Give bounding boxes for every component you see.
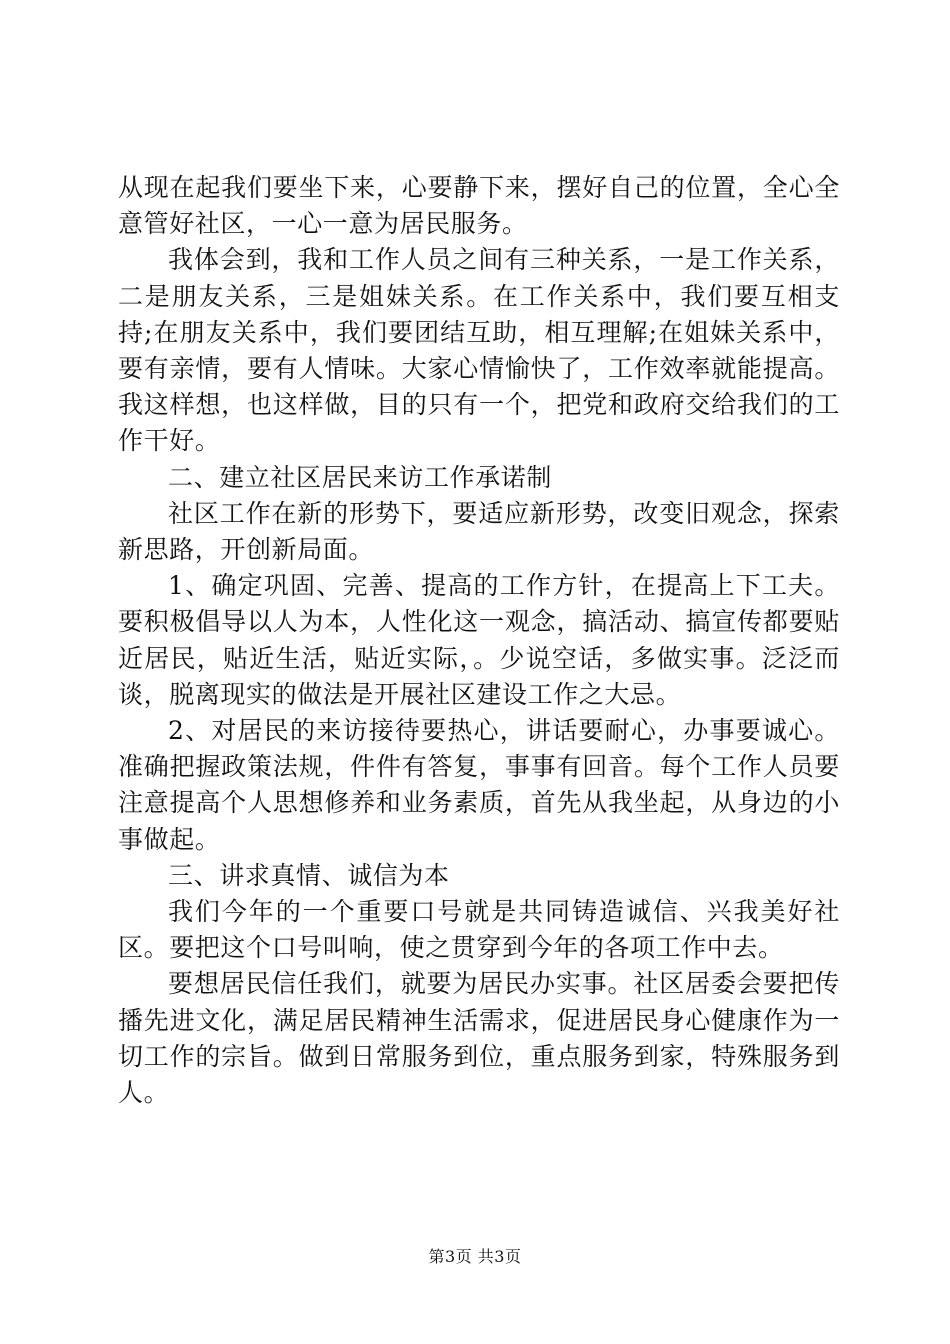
paragraph-slogan: 我们今年的一个重要口号就是共同铸造诚信、兴我美好社区。要把这个口号叫响，使之贯穿到今年的各项工作中去。 [118, 897, 840, 963]
paragraph-new-situation: 社区工作在新的形势下，要适应新形势，改变旧观念，探索新思路，开创新局面。 [118, 498, 840, 565]
section-heading-2: 二、建立社区居民来访工作承诺制 [168, 462, 553, 492]
section-heading-3: 三、讲求真情、诚信为本 [168, 860, 450, 890]
page-number-footer: 第3页 共3页 [428, 1247, 522, 1266]
paragraph-continuation: 从现在起我们要坐下来，心要静下来，摆好自己的位置，全心全意管好社区，一心一意为居民服务。 [118, 173, 840, 239]
document-body [118, 170, 840, 1111]
paragraph-relationships: 我体会到，我和工作人员之间有三种关系，一是工作关系，二是朋友关系，三是姐妹关系。在工作关系中，我们要互相支持;在朋友关系中，我们要团结互助，相互理解;在姐妹关系中，要有亲情，要有人情味。大家心情愉快了，工作效率就能提高。我这样想，也这样做，目的只有一个，把党和政府交给我们的工作干好。 [118, 245, 840, 456]
paragraph-service: 要想居民信任我们，就要为居民办实事。社区居委会要把传播先进文化，满足居民精神生活需求，促进居民身心健康作为一切工作的宗旨。做到日常服务到位，重点服务到家，特殊服务到人。 [118, 969, 840, 1108]
paragraph-item-2: 2、对居民的来访接待要热心，讲话要耐心，办事要诚心。准确把握政策法规，件件有答复，事事有回音。每个工作人员要注意提高个人思想修养和业务素质，首先从我坐起，从身边的小事做起。 [118, 716, 840, 854]
paragraph-item-1: 1、确定巩固、完善、提高的工作方针，在提高上下工夫。要积极倡导以人为本，人性化这一观念，搞活动、搞宣传都要贴近居民，贴近生活，贴近实际，。少说空话，多做实事。泛泛而谈，脱离现实的做法是开展社区建设工作之大忌。 [118, 571, 840, 709]
